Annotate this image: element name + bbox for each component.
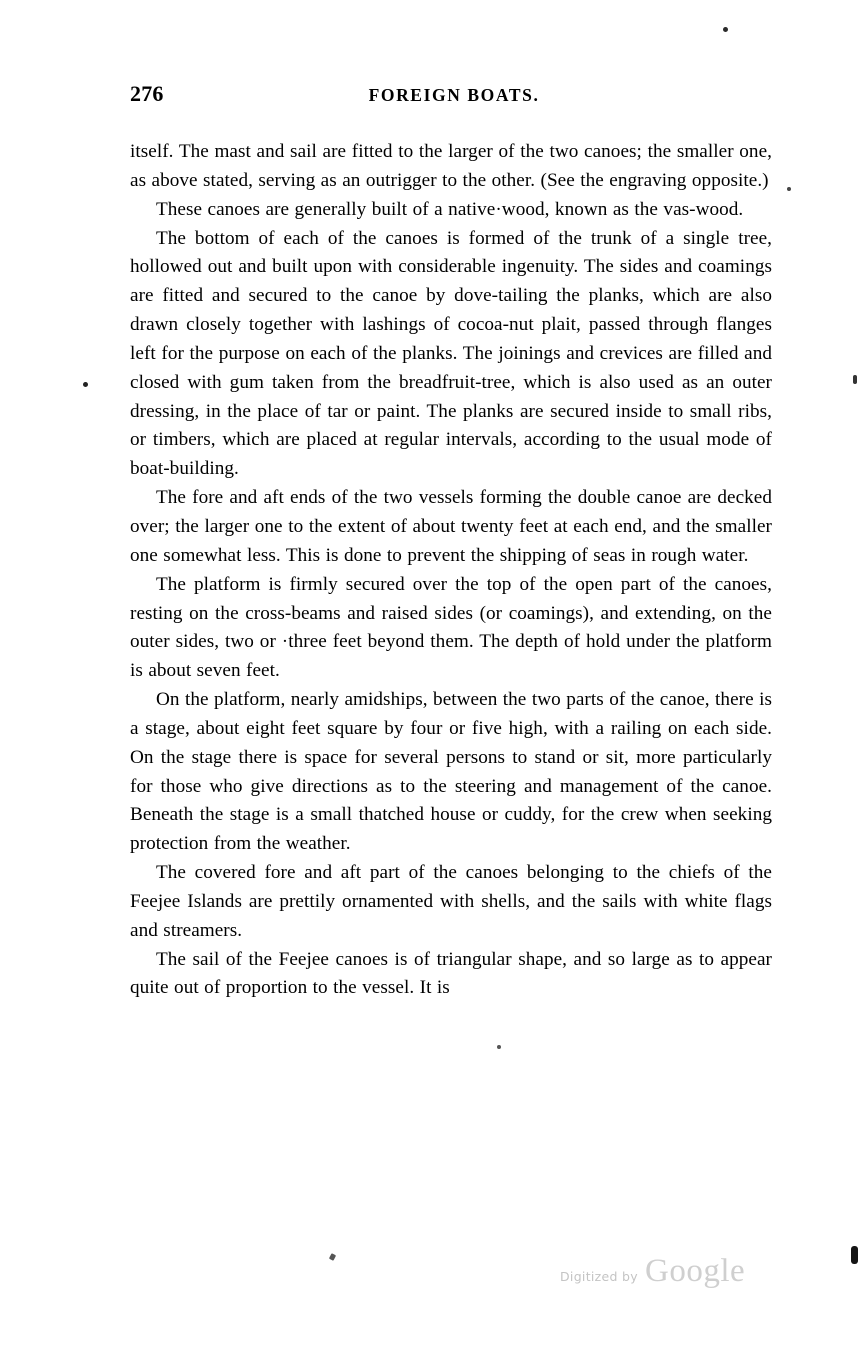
paragraph: The platform is firmly secured over the top of the open part of the canoes, resting on the cross-beams and raised sides (or coamings), and extending, on the outer sides, two or ·three feet beyond them. The depth of hold under the platform is about seven feet. [130, 573, 772, 682]
scan-speck [329, 1253, 336, 1261]
body-text-column [130, 138, 772, 1003]
watermark-digitized-by-label: Digitized by [560, 1269, 638, 1284]
running-head [130, 80, 770, 108]
paragraph: itself. The mast and sail are fitted to the larger of the two canoes; the smaller one, as above stated, serving as an outrigger to the other. (See the engraving opposite.) [130, 141, 772, 191]
scan-speck [497, 1045, 501, 1049]
paragraph: These canoes are generally built of a native·wood, known as the vas-wood. [156, 198, 744, 220]
page-number: 276 [130, 81, 164, 106]
paragraph: The bottom of each of the canoes is formed of the trunk of a single tree, hollowed out and built upon with considerable ingenuity. The sides and coamings are fitted and secured to the canoe by dove-tailing the planks, which are also drawn closely together with lashings of cocoa-nut plait, passed through flanges left for the purpose on each of the planks. The joinings and crevices are filled and closed with gum taken from the breadfruit-tree, which is also used as an outer dressing, in the place of tar or paint. The planks are secured inside to small ribs, or timbers, which are placed at regular intervals, according to the usual mode of boat-building. [130, 227, 772, 480]
paragraph: On the platform, nearly amidships, between the two parts of the canoe, there is a stage, about eight feet square by four or five high, with a railing on each side. On the stage there is space for several persons to stand or sit, more particularly for those who give directions as to the steering and management of the canoe. Beneath the stage is a small thatched house or cuddy, for the crew when seeking protection from the weather. [130, 689, 772, 855]
scan-speck [723, 27, 728, 32]
watermark-google-wordmark: Google [644, 1253, 746, 1289]
scan-edge-mark [851, 1246, 858, 1264]
scan-speck [787, 187, 791, 191]
running-head-title: FOREIGN BOATS. [368, 85, 540, 105]
scan-speck [83, 382, 88, 387]
paragraph: The fore and aft ends of the two vessels forming the double canoe are decked over; the larger one to the extent of about twenty feet at each end, and the smaller one somewhat less. This is done to prevent the shipping of seas in rough water. [130, 487, 772, 566]
paragraph: The covered fore and aft part of the canoes belonging to the chiefs of the Feejee Islands are prettily ornamented with shells, and the sails with white flags and streamers. [130, 862, 772, 941]
scan-speck [853, 375, 857, 384]
paragraph: The sail of the Feejee canoes is of triangular shape, and so large as to appear quite out of proportion to the vessel. It is [130, 948, 772, 999]
digitized-by-google-watermark [560, 1253, 745, 1291]
